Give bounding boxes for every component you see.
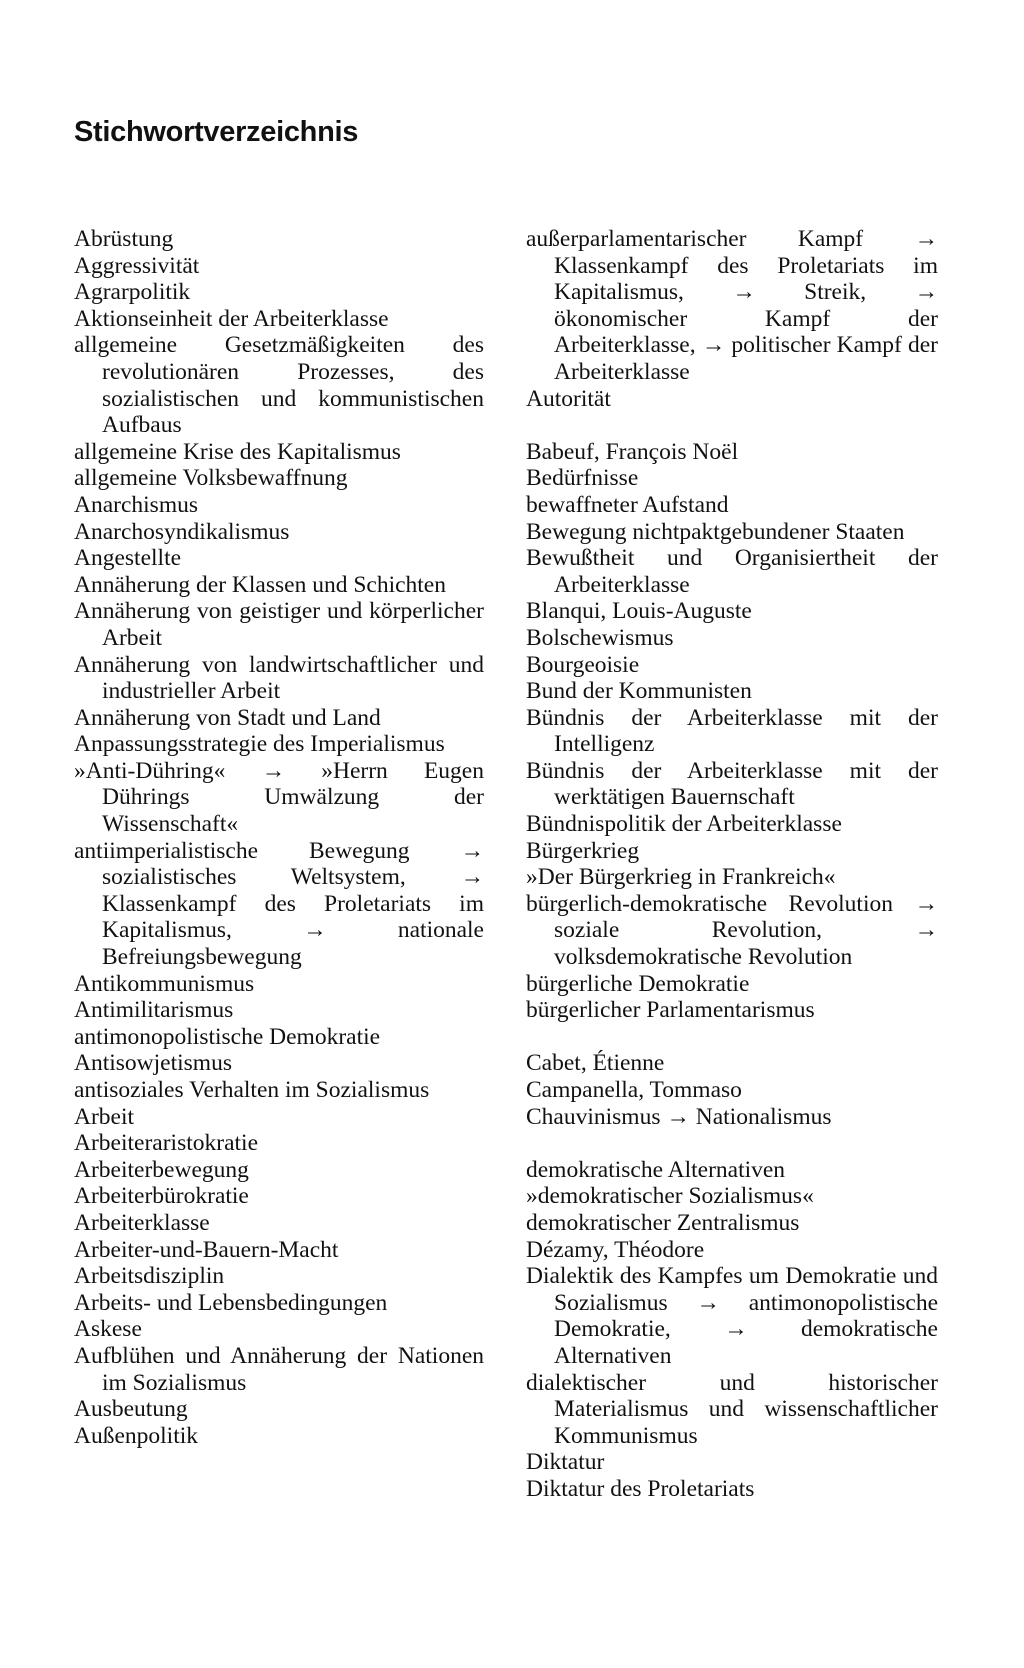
index-entry: Annäherung von geistiger und körperlicher Arbeit: [74, 598, 484, 651]
index-entry: Anarchismus: [74, 491, 199, 518]
index-entry: Bund der Kommunisten: [526, 678, 752, 705]
index-entry: Ausbeutung: [74, 1396, 188, 1423]
index-entry: Dézamy, Théodore: [526, 1236, 705, 1263]
index-entry: Campanella, Tommaso: [526, 1077, 742, 1103]
index-entry: Arbeiterklasse: [74, 1209, 210, 1236]
index-entry: Anarchosyndikalismus: [74, 518, 290, 545]
index-entry: Aufblühen und Annäherung der Nationen im Sozialismus: [74, 1342, 484, 1396]
index-entry: Agrarpolitik: [74, 279, 191, 306]
index-entry: allgemeine Krise des Kapitalismus: [74, 438, 401, 465]
index-entry: Arbeits- und Lebensbedingungen: [74, 1289, 388, 1316]
index-entry: Babeuf, François Noël: [526, 438, 739, 465]
index-entry: Bewegung nichtpaktgebundener Staaten: [526, 518, 905, 545]
index-entry: Autorität: [526, 385, 611, 412]
index-entry: antimonopolistische Demokratie: [74, 1023, 381, 1050]
index-entry: demokratische Alternativen: [526, 1156, 786, 1183]
index-entry: allgemeine Volksbewaffnung: [74, 465, 348, 492]
index-entry: »demokratischer Sozialismus«: [526, 1183, 814, 1210]
index-entry: Diktatur des Proletariats: [526, 1475, 755, 1502]
section-gap: [526, 1130, 938, 1157]
index-entry: Außenpolitik: [74, 1422, 199, 1449]
index-entry: Arbeiteraristokratie: [74, 1130, 258, 1157]
index-entry: Aggressivität: [74, 252, 200, 279]
index-entry: Antikommunismus: [74, 970, 255, 997]
index-column-left: [74, 226, 484, 1449]
index-entry: bürgerlich-demokratische Revolution → soziale Revolution, → volksdemokratische Revolution: [526, 890, 938, 971]
index-entry: »Anti-Dühring« → »Herrn Eugen Dührings Umwälzung der Wissenschaft«: [74, 757, 484, 838]
index-entry: Diktatur: [526, 1449, 605, 1476]
index-entry: Askese: [74, 1316, 142, 1343]
index-entry: Blanqui, Louis-Auguste: [526, 598, 752, 625]
index-entry: außerparlamentarischer Kampf → Klassenkampf des Proletariats im Kapitalismus, → Streik, → ökonomischer Kampf der Arbeiterklasse, → politischer Kampf der Arbeiterklasse: [526, 226, 938, 385]
index-entry: Arbeiterbürokratie: [74, 1183, 249, 1210]
index-entry: Arbeiter-und-Bauern-Macht: [74, 1236, 339, 1263]
index-entry: bürgerlicher Parlamentarismus: [526, 997, 815, 1024]
index-entry: Bedürfnisse: [526, 465, 639, 492]
index-entry: Antisowjetismus: [74, 1050, 232, 1077]
index-entry: Angestellte: [74, 545, 182, 572]
index-entry: Bourgeoisie: [526, 651, 640, 678]
index-entry: Arbeitsdisziplin: [74, 1263, 225, 1290]
index-entry: Bewußtheit und Organisiertheit der Arbeiterklasse: [526, 545, 938, 598]
index-entry: Antimilitarismus: [74, 997, 234, 1024]
index-entry: antisoziales Verhalten im Sozialismus: [74, 1077, 430, 1103]
index-entry: Arbeiterbewegung: [74, 1156, 249, 1183]
index-entry: Bündnis der Arbeiterklasse mit der Intelligenz: [526, 704, 938, 758]
index-entry: Annäherung der Klassen und Schichten: [74, 571, 446, 598]
index-entry: Anpassungsstrategie des Imperialismus: [74, 731, 445, 758]
index-entry: »Der Bürgerkrieg in Frankreich«: [526, 864, 836, 891]
index-entry: Annäherung von landwirtschaftlicher und industrieller Arbeit: [74, 651, 484, 705]
index-entry: Bündnis der Arbeiterklasse mit der werktätigen Bauernschaft: [526, 757, 938, 811]
index-entry: dialektischer und historischer Materialismus und wissenschaftlicher Kommunismus: [526, 1369, 938, 1449]
index-entry: Bolschewismus: [526, 624, 674, 651]
index-entry: bewaffneter Aufstand: [526, 491, 729, 518]
section-gap: [526, 412, 938, 439]
index-entry: Cabet, Étienne: [526, 1050, 665, 1077]
index-entry: demokratischer Zentralismus: [526, 1209, 800, 1236]
page-title: Stichwortverzeichnis: [74, 116, 359, 148]
section-gap: [526, 1024, 938, 1051]
index-column-right: [526, 226, 938, 1503]
index-entry: Dialektik des Kampfes um Demokratie und Sozialismus → antimonopolistische Demokratie, → demokratische Alternativen: [526, 1263, 938, 1369]
index-entry: Abrüstung: [74, 226, 174, 252]
index-entry: Bündnispolitik der Arbeiterklasse: [526, 811, 842, 838]
index-entry: Chauvinismus → Nationalismus: [526, 1103, 832, 1130]
index-entry: bürgerliche Demokratie: [526, 970, 750, 997]
index-entry: antiimperialistische Bewegung → sozialistisches Weltsystem, → Klassenkampf des Proletariats im Kapitalismus, → nationale Befreiungsbewegung: [74, 837, 484, 971]
index-entry: Bürgerkrieg: [526, 837, 640, 864]
index-entry: Annäherung von Stadt und Land: [74, 704, 381, 731]
index-entry: allgemeine Gesetzmäßigkeiten des revolutionären Prozesses, des sozialistischen und kommunistischen Aufbaus: [74, 332, 484, 439]
index-entry: Arbeit: [74, 1103, 135, 1130]
index-entry: Aktionseinheit der Arbeiterklasse: [74, 305, 389, 332]
